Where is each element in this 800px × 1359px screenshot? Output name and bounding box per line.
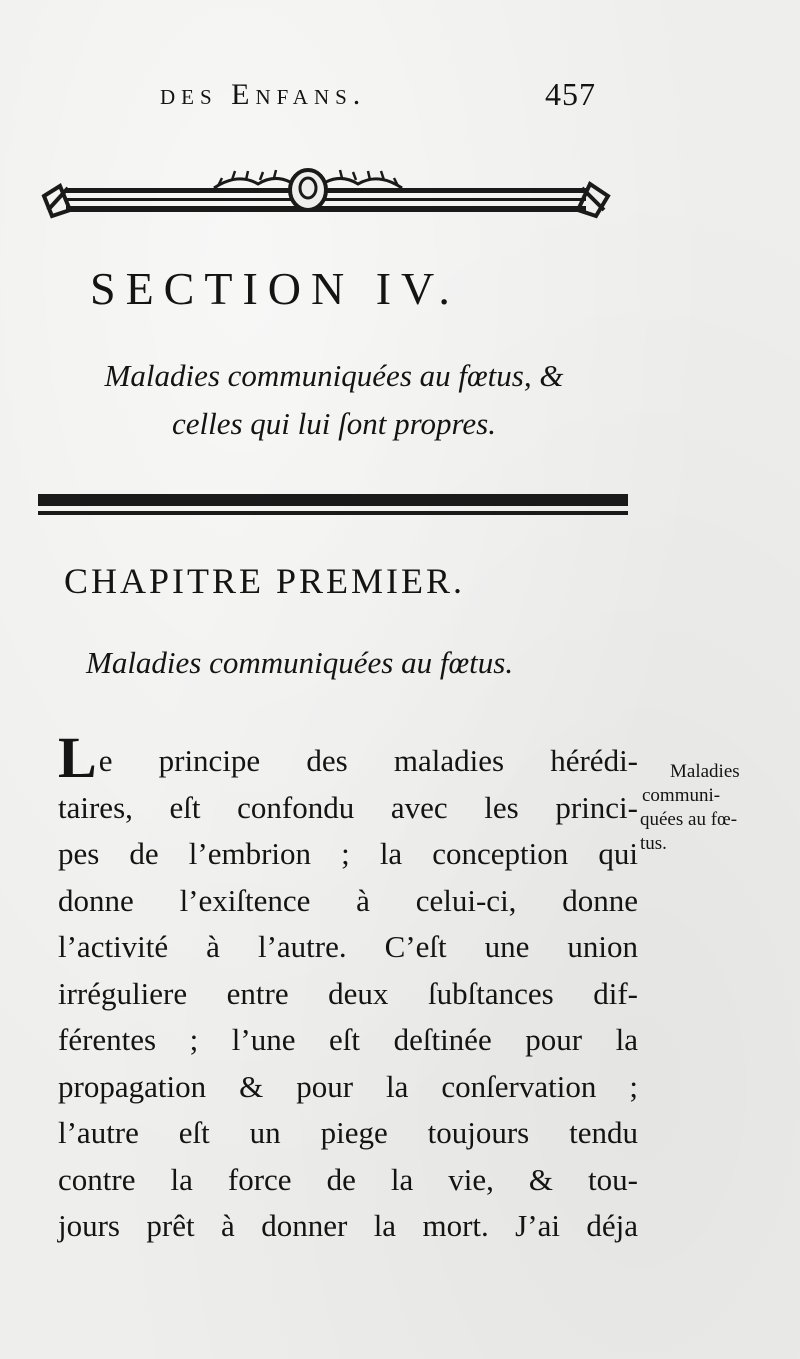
text-line: [58, 725, 638, 790]
text-line: irréguliere entre deux ſubſtances dif-: [58, 975, 638, 1011]
marginal-note-line: quées au fœ-: [640, 809, 738, 830]
body-paragraph: [58, 725, 638, 1250]
marginal-note-line: communi-: [642, 785, 721, 806]
marginal-note-line: tus.: [640, 833, 667, 854]
text-line: contre la force de la vie, & tou-: [58, 1161, 638, 1197]
text-line: l’autre eſt un piege toujours tendu: [58, 1115, 638, 1150]
section-subtitle-line: celles qui lui ſont propres.: [171, 406, 497, 441]
first-line-text: e principe des maladies hérédi-: [98, 743, 638, 778]
drop-cap: L: [58, 725, 97, 790]
text-line: pes de l’embrion ; la conception qui: [58, 836, 638, 871]
section-subtitle-line: Maladies communiquées au fœtus, &: [104, 358, 564, 393]
text-line: taires, eſt confondu avec les princi-: [58, 789, 638, 825]
chapter-subtitle: Maladies communiquées au fœtus.: [86, 645, 514, 680]
page-number: 457: [545, 76, 596, 112]
text-line: donne l’exiſtence à celui-ci, donne: [58, 882, 638, 918]
marginal-note-line: Maladies: [670, 761, 740, 782]
text-line: propagation & pour la conſervation ;: [58, 1068, 638, 1104]
text-line: jours prêt à donner la mort. J’ai déja: [58, 1208, 638, 1243]
section-subtitle: [44, 352, 624, 448]
text-line: férentes ; l’une eſt deſtinée pour la: [58, 1022, 638, 1057]
section-title: SECTION IV.: [90, 263, 460, 314]
chapter-title: CHAPITRE PREMIER.: [64, 561, 466, 601]
text-line: l’activité à l’autre. C’eſt une union: [58, 929, 638, 964]
running-head: des Enfans.: [160, 78, 367, 111]
ornamental-headpiece-icon: [38, 166, 614, 226]
marginal-note: [640, 760, 790, 856]
double-rule-divider: [38, 494, 628, 516]
